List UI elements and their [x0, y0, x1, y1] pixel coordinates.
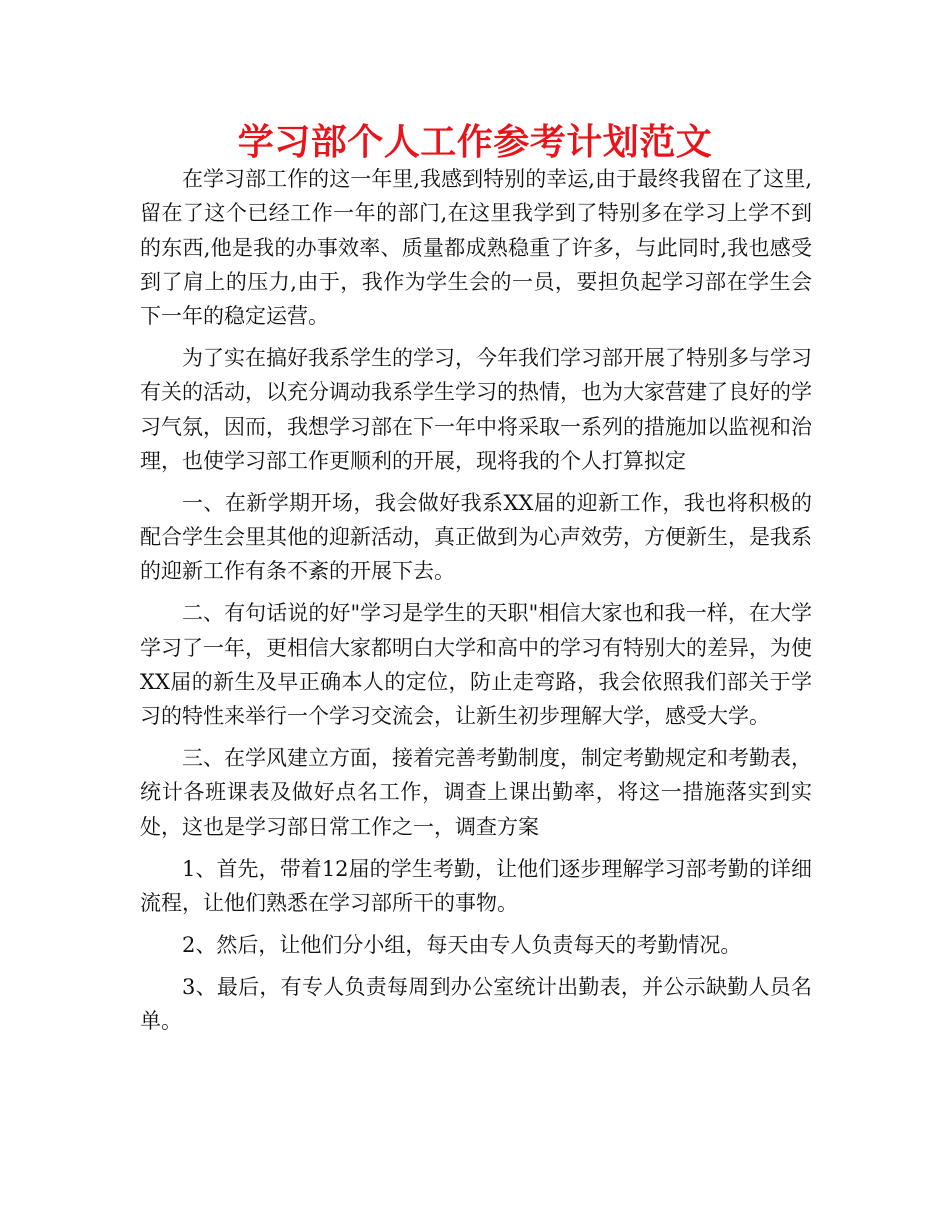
paragraph-item-3: 三、在学风建立方面，接着完善考勤制度，制定考勤规定和考勤表，统计各班课表及做好点名工作，调查上课出勤率，将这一措施落实到实处，这也是学习部日常工作之一，调查方案: [140, 746, 812, 839]
paragraph-item-2: 二、有句话说的好"学习是学生的天职"相信大家也和我一样，在大学学习了一年，更相信大家都明白大学和高中的学习有特别大的差异，为使XX届的新生及早正确本人的定位，防止走弯路，我会依照我们部关于学习的特性来举行一个学习交流会，让新生初步理解大学，感受大学。: [140, 601, 812, 729]
paragraph-intro: 在学习部工作的这一年里,我感到特别的幸运,由于最终我留在了这里,留在了这个已经工作一年的部门,在这里我学到了特别多在学习上学不到的东西,他是我的办事效率、质量都成熟稳重了许多，与此同时,我也感受到了肩上的压力,由于，我作为学生会的一员，要担负起学习部在学生会下一年的稳定运营。: [140, 167, 812, 329]
paragraph-step-2: 2、然后，让他们分小组，每天由专人负责每天的考勤情况。: [182, 932, 742, 957]
paragraph-item-1: 一、在新学期开场，我会做好我系XX届的迎新工作，我也将积极的配合学生会里其他的迎新活动，真正做到为心声效劳，方便新生，是我系的迎新工作有条不紊的开展下去。: [140, 490, 812, 584]
document-body: [140, 162, 812, 1046]
document-title: 学习部个人工作参考计划范文: [237, 122, 713, 163]
paragraph-step-3: 3、最后，有专人负责每周到办公室统计出勤表，并公示缺勤人员名单。: [140, 974, 812, 1033]
paragraph-purpose: 为了实在搞好我系学生的学习，今年我们学习部开展了特别多与学习有关的活动，以充分调动我系学生学习的热情，也为大家营建了良好的学习气氛，因而，我想学习部在下一年中将采取一系列的措施加以监视和治理，也使学习部工作更顺利的开展，现将我的个人打算拟定: [140, 346, 812, 473]
paragraph-step-1: 1、首先，带着12届的学生考勤，让他们逐步理解学习部考勤的详细流程，让他们熟悉在学习部所干的事物。: [140, 856, 812, 915]
